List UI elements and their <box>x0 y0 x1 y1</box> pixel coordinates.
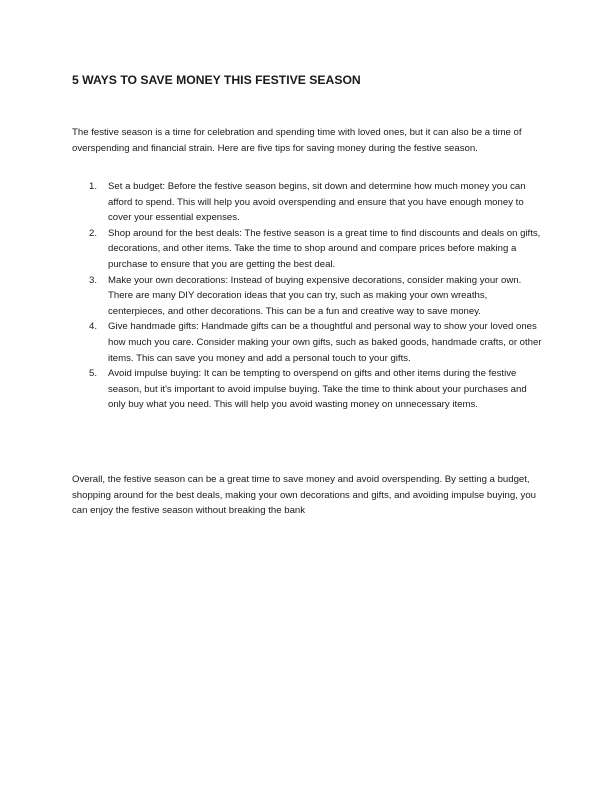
document-title: 5 WAYS TO SAVE MONEY THIS FESTIVE SEASON <box>72 73 361 87</box>
list-item <box>72 319 542 366</box>
list-item-text: Make your own decorations: Instead of buying expensive decorations, consider making your own. There are many DIY decoration ideas that you can try, such as making your own wreaths, centerpieces, and other decorations. This can be a fun and creative way to save money. <box>108 274 522 317</box>
list-item-number: 4. <box>89 321 98 333</box>
list-item <box>72 226 542 273</box>
list-item-text: Avoid impulse buying: It can be tempting to overspend on gifts and other items during the festive season, but it's important to avoid impulse buying. Take the time to think about your purchases and only buy what you need. This will help you avoid wasting money on unnecessary items. <box>108 368 527 411</box>
list-item-number: 1. <box>89 181 98 192</box>
list-item-text: Shop around for the best deals: The festive season is a great time to find discounts and deals on gifts, decorations, and other items. Take the time to shop around and compare prices before making a purchase to ensure that you are getting the best deal. <box>108 227 541 270</box>
list-item-text: Give handmade gifts: Handmade gifts can be a thoughtful and personal way to show your loved ones how much you care. Consider making your own gifts, such as baked goods, handmade crafts, or other items. This can save you money and add a personal touch to your gifts. <box>108 321 542 364</box>
intro-paragraph: The festive season is a time for celebration and spending time with loved ones, but it can also be a time of overspending and financial strain. Here are five tips for saving money during the festive season. <box>72 127 522 154</box>
list-item-number: 3. <box>89 274 98 286</box>
list-item <box>72 273 542 320</box>
tips-list <box>72 179 542 413</box>
list-item <box>72 366 542 413</box>
list-item-number: 5. <box>89 368 98 380</box>
list-item <box>72 179 542 226</box>
list-item-number: 2. <box>89 227 98 239</box>
conclusion-paragraph: Overall, the festive season can be a great time to save money and avoid overspending. By setting a budget, shopping around for the best deals, making your own decorations and gifts, and avoiding impulse buying, you can enjoy the festive season without breaking the bank <box>72 474 536 517</box>
list-item-text: Set a budget: Before the festive season begins, sit down and determine how much money you can afford to spend. This will help you avoid overspending and ensure that you have enough money to cover your essential expenses. <box>108 181 526 224</box>
